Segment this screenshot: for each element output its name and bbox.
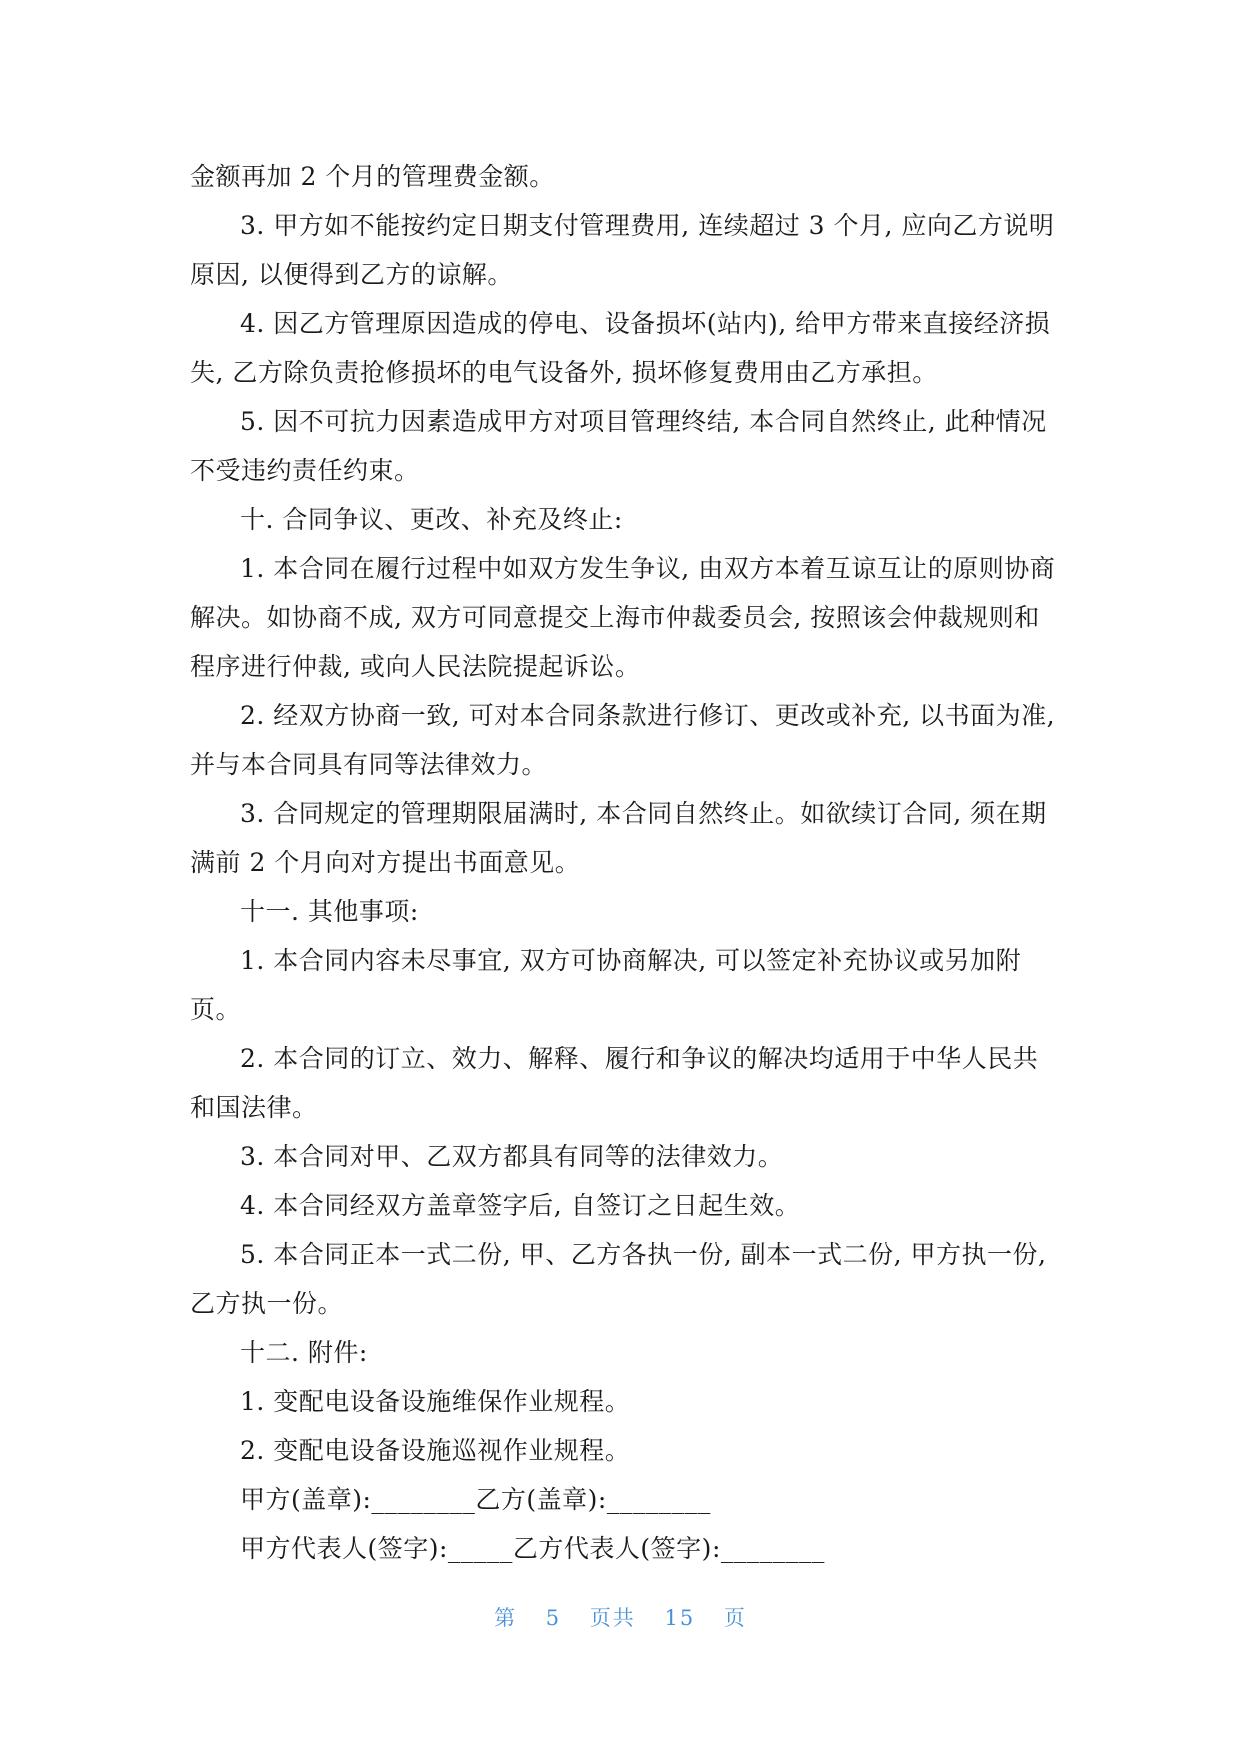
section-heading-12-attachments: 十二. 附件: — [240, 1338, 368, 1367]
paragraph-fee-continuation: 金额再加 2 个月的管理费金额。 — [190, 162, 555, 191]
paragraph-10-1-dispute-resolution: 1. 本合同在履行过程中如双方发生争议, 由双方本着互谅互让的原则协商解决。如协商不成, 双方可同意提交上海市仲裁委员会, 按照该会仲裁规则和程序进行仲裁, 或向人民法院提起诉讼。 — [190, 554, 1056, 681]
paragraph-10-2-amendments: 2. 经双方协商一致, 可对本合同条款进行修订、更改或补充, 以书面为准, 并与本合同具有同等法律效力。 — [190, 701, 1056, 779]
paragraph-clause-4-damage: 4. 因乙方管理原因造成的停电、设备损坏(站内), 给甲方带来直接经济损失, 乙方除负责抢修损坏的电气设备外, 损坏修复费用由乙方承担。 — [190, 309, 1051, 387]
signature-line-seals: 甲方(盖章):________乙方(盖章):________ — [240, 1485, 711, 1514]
footer-page-number: 5 — [545, 1606, 562, 1630]
footer-page-total: 15 — [664, 1606, 696, 1630]
footer-page-prefix: 第 — [494, 1606, 518, 1630]
section-heading-11-other: 十一. 其他事项: — [240, 897, 419, 926]
attachment-item-2: 2. 变配电设备设施巡视作业规程。 — [240, 1436, 631, 1465]
paragraph-clause-3-late-payment: 3. 甲方如不能按约定日期支付管理费用, 连续超过 3 个月, 应向乙方说明原因, 以便得到乙方的谅解。 — [190, 211, 1055, 289]
paragraph-clause-5-force-majeure: 5. 因不可抗力因素造成甲方对项目管理终结, 本合同自然终止, 此种情况不受违约责任约束。 — [190, 407, 1047, 485]
signature-line-representatives: 甲方代表人(签字):_____乙方代表人(签字):________ — [240, 1534, 825, 1563]
paragraph-11-4-effective-date: 4. 本合同经双方盖章签字后, 自签订之日起生效。 — [240, 1191, 801, 1220]
section-heading-10-disputes: 十. 合同争议、更改、补充及终止: — [240, 505, 623, 534]
paragraph-11-1-supplements: 1. 本合同内容未尽事宜, 双方可协商解决, 可以签定补充协议或另加附页。 — [190, 946, 1022, 1024]
page-footer — [0, 1602, 1241, 1632]
paragraph-11-5-copies: 5. 本合同正本一式二份, 甲、乙方各执一份, 副本一式二份, 甲方执一份, 乙方执一份。 — [190, 1240, 1047, 1318]
attachment-item-1: 1. 变配电设备设施维保作业规程。 — [240, 1387, 631, 1416]
document-body — [190, 152, 1060, 1573]
footer-page-middle: 页共 — [589, 1606, 636, 1630]
footer-page-suffix: 页 — [723, 1606, 747, 1630]
paragraph-11-2-governing-law: 2. 本合同的订立、效力、解释、履行和争议的解决均适用于中华人民共和国法律。 — [190, 1044, 1039, 1122]
paragraph-10-3-termination: 3. 合同规定的管理期限届满时, 本合同自然终止。如欲续订合同, 须在期满前 2 个月向对方提出书面意见。 — [190, 799, 1047, 877]
paragraph-11-3-effect: 3. 本合同对甲、乙双方都具有同等的法律效力。 — [240, 1142, 784, 1171]
